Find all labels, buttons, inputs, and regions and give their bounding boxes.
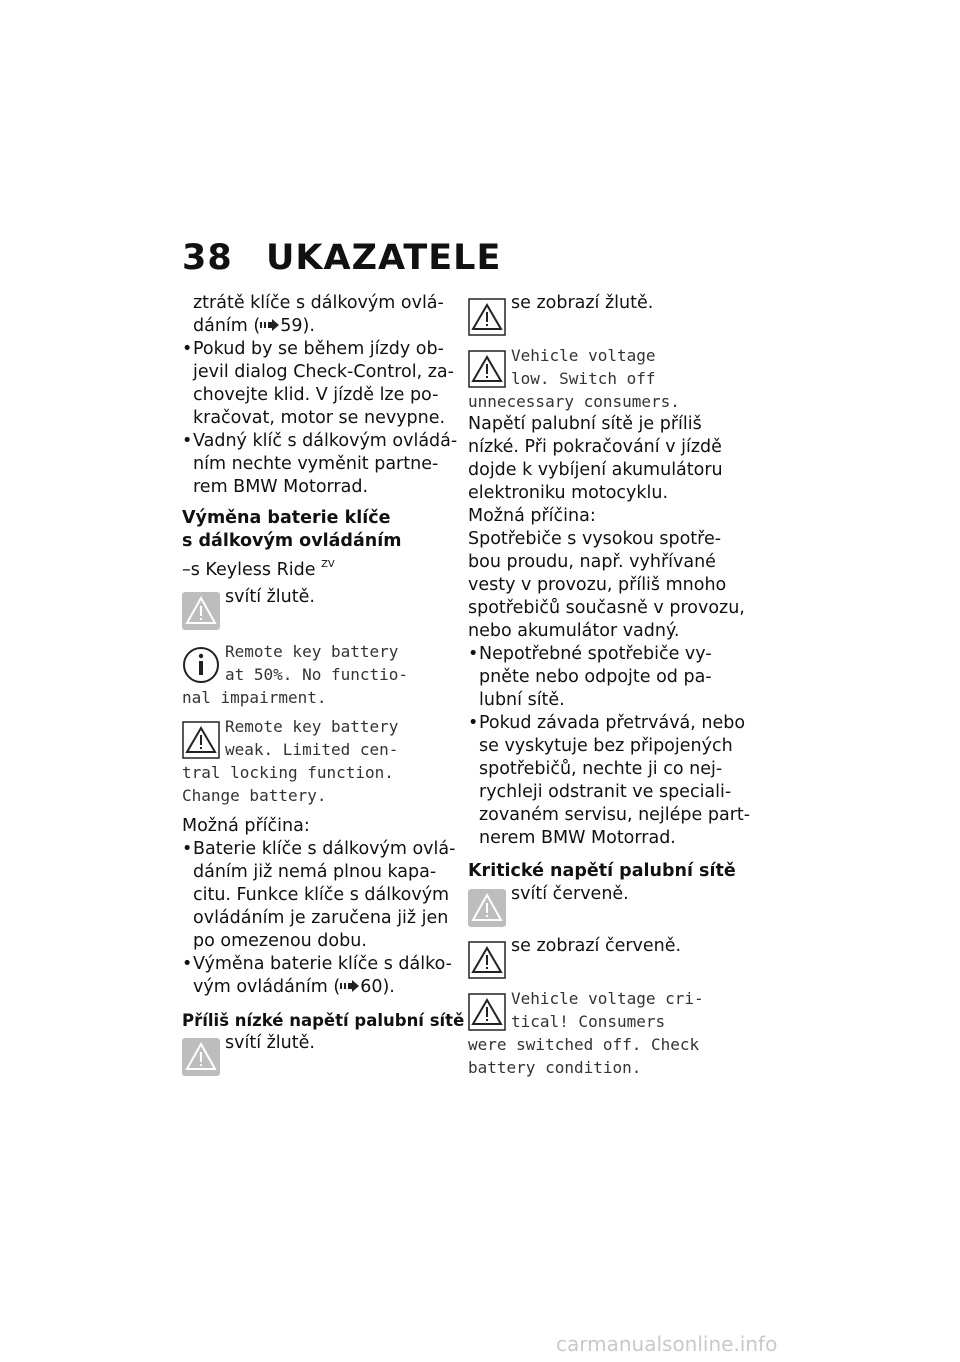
bullet-item: • Výměna baterie klíče s dálko- vým ovládáním ( 60). <box>182 954 452 997</box>
bullet-icon: • <box>182 839 193 859</box>
right-column: se zobrazí žlutě. Vehicle voltage low. Switch off unnecessary consumers. Napětí palubní sítě je příliš nízké. Při pokračování v jízdě dojde k vybíjení akumulátoru elektroniku motocyklu. Možná příčina: Spotřebiče s vysokou spotře- bou proudu, např. vyhřívané vesty v provozu, příliš mnoho spotřebičů současně v provozu, nebo akumulátor vadný. • Nepotřebné spotřebiče vy- pněte nebo odpojte od pa- lubní sítě. • Pokud závada přetrvává, nebo se vyskytuje bez připojených spotřebičů, nechte ji co nej- rychleji odstranit ve speciali- zovaném servisu, nejlépe part- nerem BMW Motorrad. Kritické napětí palubní sítě svítí červeně. se zobrazí červeně. Vehicle voltage cri- tical! Consumers were switched off. Check battery condition. <box>468 293 751 1077</box>
page-title: UKAZATELE <box>266 238 502 278</box>
intro-line-ref: dáním ( 59). <box>193 316 315 336</box>
watermark: carmanualsonline.info <box>556 1332 778 1356</box>
warning-triangle-grey-icon <box>182 1038 220 1076</box>
bullet-item: • Vadný klíč s dálkovým ovládá- ním nechte vyměnit partne- rem BMW Motorrad. <box>182 431 458 497</box>
display-row <box>468 935 744 981</box>
indicator-row <box>182 1032 448 1078</box>
section-subtitle: –s Keyless Ride $^{ZV}$ <box>182 559 335 580</box>
display-text: se zobrazí žlutě. <box>511 293 654 313</box>
indicator-text: svítí žlutě. <box>225 1033 315 1053</box>
display-text: se zobrazí červeně. <box>511 936 682 956</box>
left-column: ztrátě klíče s dálkovým ovlá- dáním ( 59). • Pokud by se během jízdy ob- jevil dialog Check-Control, za- chovejte klid. V jízdě lze po- kračovat, motor se nevypne. • Vadný klíč s dálkovým ovládá- ním nechte vyměnit partne- rem BMW Motorrad. Výměna baterie klíče s dálkovým ovládáním –s Keyless Ride $^{ZV}$ svítí žlutě. Remote key battery at 50%. No functio- nal impairment. Remote key battery weak. Limited cen- tral locking function. Change battery. Možná příčina: • Baterie klíče s dálkovým ovlá- dáním již nemá plnou kapa- citu. Funkce klíče s dálkovým ovládáním je zaručena již jen po omezenou dobu. • Výměna baterie klíče s dálko- vým ovládáním ( 60). Příliš nízké napětí palubní sítě svítí žlutě. <box>182 292 448 1078</box>
bullet-item: • Pokud závada přetrvává, nebo se vyskytuje bez připojených spotřebičů, nechte ji co nej- rychleji odstranit ve speciali- zovaném servisu, nejlépe part- nerem BMW Motorrad. <box>468 713 751 848</box>
bullet-icon: • <box>468 713 479 733</box>
info-icon <box>182 646 220 684</box>
warning-triangle-icon <box>468 993 506 1031</box>
warning-triangle-grey-icon <box>468 889 506 927</box>
warning-message: Vehicle voltage cri- tical! Consumers <box>468 987 744 1033</box>
warning-triangle-grey-icon <box>182 592 220 630</box>
cause-label: Možná příčina: <box>468 506 596 526</box>
warning-triangle-icon <box>182 721 220 759</box>
section-heading: Kritické napětí palubní sítě <box>468 861 736 881</box>
warning-triangle-icon <box>468 941 506 979</box>
bullet-item: • Pokud by se během jízdy ob- jevil dialog Check-Control, za- chovejte klid. V jízdě lze po- kračovat, motor se nevypne. <box>182 339 454 428</box>
arrow-right-icon <box>260 319 280 331</box>
warning-triangle-icon <box>468 298 506 336</box>
warning-message: Remote key battery weak. Limited cen- <box>182 715 448 761</box>
section-heading: Výměna baterie klíče <box>182 508 391 528</box>
bullet-icon: • <box>182 431 193 451</box>
warning-message: Vehicle voltage low. Switch off <box>468 344 744 390</box>
indicator-row <box>468 883 744 929</box>
indicator-text: svítí žlutě. <box>225 587 315 607</box>
indicator-text: svítí červeně. <box>511 884 629 904</box>
cause-label: Možná příčina: <box>182 816 310 836</box>
intro-line: ztrátě klíče s dálkovým ovlá- <box>193 293 444 313</box>
indicator-row <box>182 586 448 632</box>
bullet-icon: • <box>468 644 479 664</box>
warning-triangle-icon <box>468 350 506 388</box>
info-message: Remote key battery at 50%. No functio- <box>182 640 448 686</box>
bullet-item: • Baterie klíče s dálkovým ovlá- dáním již nemá plnou kapa- citu. Funkce klíče s dálkovým ovládáním je zaručena již jen po omezenou dobu. <box>182 839 456 951</box>
bullet-icon: • <box>182 339 193 359</box>
page-header <box>182 238 782 278</box>
bullet-item: • Nepotřebné spotřebiče vy- pněte nebo odpojte od pa- lubní sítě. <box>468 644 712 710</box>
section-heading: Příliš nízké napětí palubní sítě <box>182 1011 465 1030</box>
arrow-right-icon <box>340 980 360 992</box>
bullet-icon: • <box>182 954 193 974</box>
display-row <box>468 292 744 338</box>
page-number: 38 <box>182 238 233 278</box>
section-heading: s dálkovým ovládáním <box>182 531 402 551</box>
